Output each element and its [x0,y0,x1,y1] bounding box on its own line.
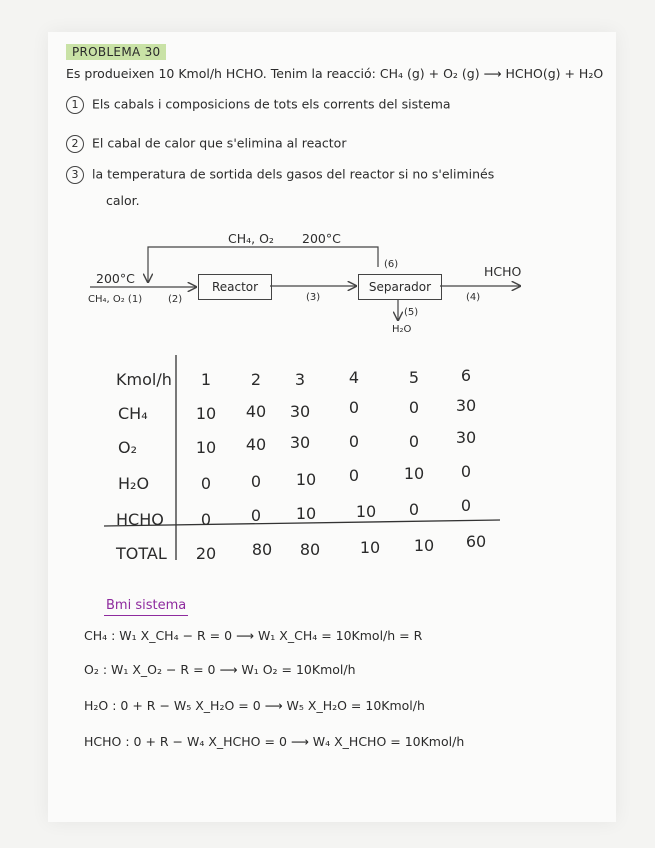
table-cell: 30 [289,433,311,452]
question-text-2: El cabal de calor que s'elimina al reactor [92,135,347,151]
table-total-cell: 20 [195,544,217,563]
table-cell: 0 [250,506,262,525]
feed-label: CH₄, O₂ (1) [88,294,143,305]
table-cell: 0 [200,474,212,493]
table-col-4: 4 [348,368,360,387]
problem-statement: Es produeixen 10 Kmol/h HCHO. Tenim la reacció: CH₄ (g) + O₂ (g) ⟶ HCHO(g) + H₂O [66,66,604,81]
table-row-label: O₂ [118,438,138,457]
balance-title: Bmi sistema [106,598,187,613]
stream-5-label: (5) [404,307,419,318]
question-text-3: la temperatura de sortida dels gasos del reactor si no s'eliminés [92,166,495,182]
balance-equation-ch4: CH₄ : W₁ X_CH₄ − R = 0 ⟶ W₁ X_CH₄ = 10Kmol/h = R [84,628,423,643]
question-number-3: 3 [66,166,84,184]
water-label: H₂O [392,324,412,335]
table-cell: 0 [408,398,420,417]
table-col-3: 3 [294,370,306,389]
table-cell: 0 [200,510,212,529]
balance-equation-hcho: HCHO : 0 + R − W₄ X_HCHO = 0 ⟶ W₄ X_HCHO = 10Kmol/h [84,734,465,749]
table-total-cell: 80 [299,540,321,559]
recycle-temperature: 200°C [302,231,341,246]
table-total-cell: 10 [413,536,435,555]
table-total-cell: 10 [359,538,381,557]
problem-title: PROBLEMA 30 [66,44,166,60]
table-total-cell: 60 [465,532,487,551]
table-row-label: H₂O [118,474,150,493]
stream-2-label: (2) [168,294,183,305]
table-cell: 10 [195,438,217,457]
question-number-1: 1 [66,96,84,114]
table-col-2: 2 [250,370,262,389]
table-cell: 30 [455,428,477,447]
feed-temperature: 200°C [96,271,135,286]
table-total-cell: 80 [251,540,273,559]
table-cell: 40 [245,435,267,454]
table-cell: 30 [289,402,311,421]
product-label: HCHO [484,264,522,279]
table-col-1: 1 [200,370,212,389]
table-cell: 10 [403,464,425,483]
table-cell: 30 [455,396,477,415]
table-cell: 0 [250,472,262,491]
question-number-2: 2 [66,135,84,153]
table-cell: 0 [348,432,360,451]
table-cell: 0 [408,500,420,519]
table-col-5: 5 [408,368,420,387]
separator-box: Separador [358,274,442,300]
stream-6-label: (6) [384,259,399,270]
question-3-continuation: calor. [106,193,140,208]
question-text-1: Els cabals i composicions de tots els corrents del sistema [92,96,451,112]
table-row-label: HCHO [116,510,164,529]
table-total-label: TOTAL [116,544,167,563]
table-cell: 0 [460,496,472,515]
table-cell: 0 [460,462,472,481]
recycle-label: CH₄, O₂ [228,231,274,246]
table-cell: 0 [348,398,360,417]
table-cell: 10 [195,404,217,423]
table-cell: 0 [348,466,360,485]
balance-equation-h2o: H₂O : 0 + R − W₅ X_H₂O = 0 ⟶ W₅ X_H₂O = 10Kmol/h [84,698,425,713]
stream-4-label: (4) [466,292,481,303]
table-cell: 40 [245,402,267,421]
table-cell: 10 [295,470,317,489]
table-cell: 10 [295,504,317,523]
table-cell: 10 [355,502,377,521]
table-row-label: CH₄ [118,404,148,423]
balance-equation-o2: O₂ : W₁ X_O₂ − R = 0 ⟶ W₁ O₂ = 10Kmol/h [84,662,356,677]
stream-3-label: (3) [306,292,321,303]
reactor-box: Reactor [198,274,272,300]
table-col-6: 6 [460,366,472,385]
table-header-label: Kmol/h [116,370,172,389]
table-cell: 0 [408,432,420,451]
